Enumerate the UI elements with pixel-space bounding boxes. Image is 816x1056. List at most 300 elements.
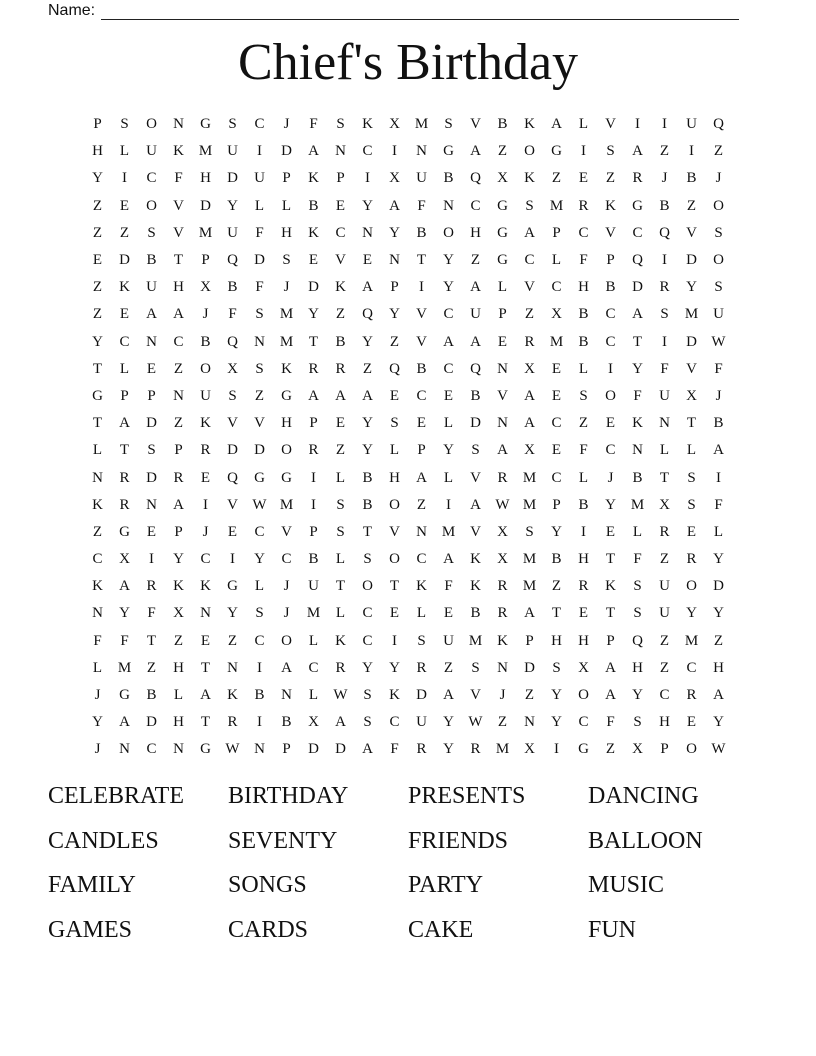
grid-cell[interactable]: G <box>497 252 508 269</box>
grid-cell[interactable]: V <box>227 496 238 513</box>
grid-cell[interactable]: K <box>227 687 238 704</box>
grid-cell[interactable]: A <box>551 116 562 133</box>
grid-cell[interactable]: P <box>552 224 561 241</box>
grid-cell[interactable]: Z <box>92 224 103 241</box>
grid-cell[interactable]: Y <box>308 306 319 323</box>
grid-cell[interactable]: S <box>228 387 237 404</box>
grid-cell[interactable]: P <box>417 442 426 459</box>
grid-cell[interactable]: L <box>254 197 265 214</box>
grid-cell[interactable]: O <box>281 632 292 649</box>
grid-cell[interactable]: F <box>660 360 669 377</box>
grid-cell[interactable]: D <box>227 170 238 187</box>
grid-cell[interactable]: H <box>281 224 292 241</box>
grid-cell[interactable]: O <box>524 143 535 160</box>
grid-cell[interactable]: R <box>632 170 643 187</box>
grid-cell[interactable]: N <box>497 360 508 377</box>
grid-cell[interactable]: V <box>254 415 265 432</box>
grid-cell[interactable]: H <box>632 659 643 676</box>
grid-cell[interactable]: D <box>254 252 265 269</box>
grid-cell[interactable]: D <box>146 415 157 432</box>
grid-cell[interactable]: A <box>470 333 481 350</box>
grid-cell[interactable]: L <box>659 442 670 459</box>
grid-cell[interactable]: P <box>147 387 156 404</box>
grid-cell[interactable]: B <box>362 496 373 513</box>
grid-cell[interactable]: U <box>227 143 238 160</box>
grid-cell[interactable]: R <box>686 687 697 704</box>
grid-cell[interactable]: D <box>524 659 535 676</box>
grid-cell[interactable]: S <box>255 605 264 622</box>
grid-cell[interactable]: I <box>554 741 559 758</box>
grid-cell[interactable]: Y <box>632 687 643 704</box>
grid-cell[interactable]: E <box>551 387 562 404</box>
grid-cell[interactable]: S <box>255 306 264 323</box>
grid-cell[interactable]: B <box>308 197 319 214</box>
grid-cell[interactable]: N <box>281 687 292 704</box>
grid-cell[interactable]: T <box>173 252 184 269</box>
grid-cell[interactable]: I <box>716 469 721 486</box>
grid-cell[interactable]: K <box>362 116 373 133</box>
grid-cell[interactable]: Y <box>362 197 373 214</box>
grid-cell[interactable]: I <box>581 523 586 540</box>
grid-cell[interactable]: R <box>335 360 346 377</box>
grid-cell[interactable]: I <box>662 252 667 269</box>
grid-cell[interactable]: F <box>633 387 642 404</box>
grid-cell[interactable]: X <box>551 306 562 323</box>
grid-cell[interactable]: K <box>92 578 103 595</box>
name-field[interactable] <box>48 0 748 20</box>
grid-cell[interactable]: N <box>362 224 373 241</box>
grid-cell[interactable]: I <box>689 143 694 160</box>
grid-cell[interactable]: M <box>630 496 645 513</box>
grid-cell[interactable]: L <box>578 116 589 133</box>
grid-cell[interactable]: I <box>392 632 397 649</box>
grid-cell[interactable]: N <box>524 714 535 731</box>
grid-cell[interactable]: Z <box>173 360 184 377</box>
grid-cell[interactable]: U <box>659 605 670 622</box>
grid-cell[interactable]: T <box>92 415 103 432</box>
grid-cell[interactable]: L <box>173 687 184 704</box>
grid-cell[interactable]: C <box>443 360 454 377</box>
grid-cell[interactable]: P <box>282 741 291 758</box>
grid-cell[interactable]: O <box>389 496 400 513</box>
grid-cell[interactable]: A <box>524 387 535 404</box>
grid-cell[interactable]: X <box>308 714 319 731</box>
grid-cell[interactable]: Y <box>173 551 184 568</box>
grid-cell[interactable]: P <box>498 306 507 323</box>
grid-cell[interactable]: A <box>605 687 616 704</box>
grid-cell[interactable]: G <box>119 523 130 540</box>
grid-cell[interactable]: P <box>282 170 291 187</box>
grid-cell[interactable]: R <box>578 578 589 595</box>
grid-cell[interactable]: P <box>336 170 345 187</box>
grid-cell[interactable]: O <box>281 442 292 459</box>
grid-cell[interactable]: J <box>283 578 290 595</box>
grid-cell[interactable]: H <box>470 224 481 241</box>
grid-cell[interactable]: G <box>551 143 562 160</box>
grid-cell[interactable]: R <box>524 333 535 350</box>
grid-cell[interactable]: M <box>522 578 537 595</box>
grid-cell[interactable]: Z <box>605 741 616 758</box>
grid-cell[interactable]: K <box>308 170 319 187</box>
grid-cell[interactable]: T <box>389 578 400 595</box>
grid-cell[interactable]: F <box>714 360 723 377</box>
grid-cell[interactable]: C <box>551 415 562 432</box>
grid-cell[interactable]: V <box>605 224 616 241</box>
grid-cell[interactable]: Y <box>443 714 454 731</box>
grid-cell[interactable]: J <box>202 306 209 323</box>
grid-cell[interactable]: E <box>686 714 697 731</box>
grid-cell[interactable]: Z <box>362 360 373 377</box>
grid-cell[interactable]: A <box>443 687 454 704</box>
grid-cell[interactable]: L <box>308 687 319 704</box>
grid-cell[interactable]: Y <box>92 170 103 187</box>
grid-cell[interactable]: W <box>333 687 348 704</box>
grid-cell[interactable]: U <box>308 578 319 595</box>
grid-cell[interactable]: A <box>308 387 319 404</box>
grid-cell[interactable]: A <box>713 442 724 459</box>
grid-cell[interactable]: N <box>119 741 130 758</box>
grid-cell[interactable]: Z <box>119 224 130 241</box>
grid-cell[interactable]: B <box>632 469 643 486</box>
grid-cell[interactable]: A <box>362 387 373 404</box>
grid-cell[interactable]: M <box>117 659 132 676</box>
grid-cell[interactable]: B <box>713 415 724 432</box>
grid-cell[interactable]: A <box>443 551 454 568</box>
grid-cell[interactable]: K <box>605 578 616 595</box>
grid-cell[interactable]: C <box>551 469 562 486</box>
grid-cell[interactable]: Y <box>362 442 373 459</box>
grid-cell[interactable]: C <box>281 551 292 568</box>
grid-cell[interactable]: Q <box>227 252 238 269</box>
grid-cell[interactable]: H <box>173 279 184 296</box>
grid-cell[interactable]: O <box>578 687 589 704</box>
grid-cell[interactable]: N <box>335 143 346 160</box>
grid-cell[interactable]: U <box>146 279 157 296</box>
grid-cell[interactable]: A <box>605 659 616 676</box>
grid-cell[interactable]: S <box>606 143 615 160</box>
grid-cell[interactable]: K <box>470 551 481 568</box>
grid-cell[interactable]: E <box>200 632 211 649</box>
grid-cell[interactable]: P <box>525 632 534 649</box>
grid-cell[interactable]: R <box>227 714 238 731</box>
grid-cell[interactable]: O <box>362 578 373 595</box>
grid-cell[interactable]: X <box>497 523 508 540</box>
grid-cell[interactable]: L <box>119 360 130 377</box>
grid-cell[interactable]: D <box>632 279 643 296</box>
grid-cell[interactable]: V <box>470 687 481 704</box>
grid-cell[interactable]: T <box>686 415 697 432</box>
grid-cell[interactable]: R <box>416 659 427 676</box>
grid-cell[interactable]: G <box>497 197 508 214</box>
grid-cell[interactable]: S <box>633 578 642 595</box>
grid-cell[interactable]: V <box>470 116 481 133</box>
grid-cell[interactable]: K <box>200 415 211 432</box>
grid-cell[interactable]: M <box>684 306 699 323</box>
grid-cell[interactable]: X <box>686 387 697 404</box>
grid-cell[interactable]: O <box>713 252 724 269</box>
grid-cell[interactable]: H <box>92 143 103 160</box>
grid-cell[interactable]: V <box>470 523 481 540</box>
grid-cell[interactable]: C <box>659 687 670 704</box>
grid-cell[interactable]: Z <box>497 143 508 160</box>
grid-cell[interactable]: V <box>173 197 184 214</box>
grid-cell[interactable]: S <box>714 224 723 241</box>
grid-cell[interactable]: R <box>200 442 211 459</box>
grid-cell[interactable]: S <box>363 551 372 568</box>
grid-cell[interactable]: C <box>605 306 616 323</box>
grid-cell[interactable]: K <box>389 687 400 704</box>
grid-cell[interactable]: Z <box>713 632 724 649</box>
grid-cell[interactable]: G <box>227 578 238 595</box>
grid-cell[interactable]: B <box>686 170 697 187</box>
grid-cell[interactable]: I <box>419 279 424 296</box>
grid-cell[interactable]: D <box>254 442 265 459</box>
grid-cell[interactable]: I <box>311 496 316 513</box>
grid-cell[interactable]: E <box>119 306 130 323</box>
grid-cell[interactable]: F <box>174 170 183 187</box>
grid-cell[interactable]: E <box>551 442 562 459</box>
grid-cell[interactable]: R <box>659 279 670 296</box>
grid-cell[interactable]: H <box>578 632 589 649</box>
grid-cell[interactable]: C <box>632 224 643 241</box>
grid-cell[interactable]: L <box>632 523 643 540</box>
grid-cell[interactable]: X <box>524 442 535 459</box>
grid-cell[interactable]: O <box>389 551 400 568</box>
grid-cell[interactable]: I <box>581 143 586 160</box>
grid-cell[interactable]: X <box>524 741 535 758</box>
grid-cell[interactable]: E <box>200 469 211 486</box>
grid-cell[interactable]: N <box>443 197 454 214</box>
grid-cell[interactable]: J <box>715 387 722 404</box>
grid-cell[interactable]: G <box>200 116 211 133</box>
grid-cell[interactable]: E <box>416 415 427 432</box>
grid-cell[interactable]: U <box>200 387 211 404</box>
grid-cell[interactable]: F <box>93 632 102 649</box>
grid-cell[interactable]: X <box>524 360 535 377</box>
grid-cell[interactable]: C <box>119 333 130 350</box>
grid-cell[interactable]: Y <box>713 605 724 622</box>
grid-cell[interactable]: C <box>335 224 346 241</box>
grid-cell[interactable]: F <box>417 197 426 214</box>
grid-cell[interactable]: R <box>497 605 508 622</box>
grid-cell[interactable]: R <box>308 360 319 377</box>
grid-cell[interactable]: W <box>225 741 240 758</box>
grid-cell[interactable]: P <box>552 496 561 513</box>
grid-cell[interactable]: Q <box>227 469 238 486</box>
grid-cell[interactable]: M <box>279 333 294 350</box>
grid-cell[interactable]: G <box>281 387 292 404</box>
grid-cell[interactable]: U <box>254 170 265 187</box>
grid-cell[interactable]: Y <box>227 197 238 214</box>
grid-cell[interactable]: V <box>497 387 508 404</box>
grid-cell[interactable]: M <box>684 632 699 649</box>
grid-cell[interactable]: L <box>281 197 292 214</box>
grid-cell[interactable]: Y <box>389 306 400 323</box>
grid-cell[interactable]: H <box>578 279 589 296</box>
grid-cell[interactable]: A <box>173 306 184 323</box>
grid-cell[interactable]: C <box>605 442 616 459</box>
grid-cell[interactable]: G <box>92 387 103 404</box>
grid-cell[interactable]: S <box>282 252 291 269</box>
grid-cell[interactable]: Y <box>443 442 454 459</box>
grid-cell[interactable]: V <box>281 523 292 540</box>
grid-cell[interactable]: V <box>335 252 346 269</box>
grid-cell[interactable]: X <box>173 605 184 622</box>
grid-cell[interactable]: B <box>254 687 265 704</box>
grid-cell[interactable]: W <box>468 714 483 731</box>
grid-cell[interactable]: C <box>605 333 616 350</box>
grid-cell[interactable]: Y <box>713 714 724 731</box>
grid-cell[interactable]: N <box>497 659 508 676</box>
grid-cell[interactable]: Z <box>551 578 562 595</box>
grid-cell[interactable]: M <box>441 523 456 540</box>
grid-cell[interactable]: X <box>200 279 211 296</box>
grid-cell[interactable]: P <box>309 415 318 432</box>
grid-cell[interactable]: N <box>92 469 103 486</box>
grid-cell[interactable]: K <box>200 578 211 595</box>
grid-cell[interactable]: Z <box>92 279 103 296</box>
grid-cell[interactable]: U <box>659 387 670 404</box>
grid-cell[interactable]: D <box>146 469 157 486</box>
grid-cell[interactable]: R <box>173 469 184 486</box>
grid-cell[interactable]: S <box>633 714 642 731</box>
grid-cell[interactable]: Z <box>659 659 670 676</box>
grid-cell[interactable]: B <box>659 197 670 214</box>
grid-cell[interactable]: H <box>578 551 589 568</box>
grid-cell[interactable]: R <box>416 741 427 758</box>
grid-cell[interactable]: Q <box>470 170 481 187</box>
grid-cell[interactable]: Y <box>443 252 454 269</box>
grid-cell[interactable]: I <box>662 116 667 133</box>
grid-cell[interactable]: R <box>119 469 130 486</box>
grid-cell[interactable]: K <box>281 360 292 377</box>
grid-cell[interactable]: E <box>389 387 400 404</box>
grid-cell[interactable]: N <box>416 143 427 160</box>
grid-cell[interactable]: M <box>522 551 537 568</box>
grid-cell[interactable]: I <box>365 170 370 187</box>
grid-cell[interactable]: S <box>336 116 345 133</box>
grid-cell[interactable]: E <box>119 197 130 214</box>
grid-cell[interactable]: B <box>362 469 373 486</box>
grid-cell[interactable]: A <box>524 605 535 622</box>
grid-cell[interactable]: W <box>252 496 267 513</box>
grid-cell[interactable]: A <box>119 578 130 595</box>
grid-cell[interactable]: E <box>335 415 346 432</box>
grid-cell[interactable]: N <box>92 605 103 622</box>
grid-cell[interactable]: Z <box>227 632 238 649</box>
grid-cell[interactable]: I <box>122 170 127 187</box>
grid-cell[interactable]: S <box>552 659 561 676</box>
grid-cell[interactable]: S <box>147 442 156 459</box>
grid-cell[interactable]: I <box>608 360 613 377</box>
grid-cell[interactable]: E <box>497 333 508 350</box>
grid-cell[interactable]: Y <box>551 687 562 704</box>
grid-cell[interactable]: P <box>201 252 210 269</box>
grid-cell[interactable]: M <box>495 741 510 758</box>
grid-cell[interactable]: E <box>389 605 400 622</box>
grid-cell[interactable]: I <box>257 143 262 160</box>
grid-cell[interactable]: S <box>660 306 669 323</box>
grid-cell[interactable]: A <box>470 143 481 160</box>
grid-cell[interactable]: P <box>660 741 669 758</box>
grid-cell[interactable]: B <box>551 551 562 568</box>
grid-cell[interactable]: N <box>416 523 427 540</box>
grid-cell[interactable]: A <box>281 659 292 676</box>
grid-cell[interactable]: T <box>92 360 103 377</box>
grid-cell[interactable]: H <box>173 659 184 676</box>
grid-cell[interactable]: U <box>686 116 697 133</box>
grid-cell[interactable]: Z <box>443 659 454 676</box>
grid-cell[interactable]: B <box>470 605 481 622</box>
grid-cell[interactable]: Z <box>659 632 670 649</box>
grid-cell[interactable]: H <box>551 632 562 649</box>
grid-cell[interactable]: Z <box>335 442 346 459</box>
grid-cell[interactable]: O <box>146 197 157 214</box>
grid-cell[interactable]: C <box>416 551 427 568</box>
grid-cell[interactable]: Y <box>686 605 697 622</box>
grid-cell[interactable]: C <box>524 252 535 269</box>
grid-cell[interactable]: L <box>578 469 589 486</box>
grid-cell[interactable]: C <box>551 279 562 296</box>
grid-cell[interactable]: S <box>687 469 696 486</box>
grid-cell[interactable]: O <box>686 741 697 758</box>
grid-cell[interactable]: L <box>254 578 265 595</box>
grid-cell[interactable]: W <box>495 496 510 513</box>
grid-cell[interactable]: L <box>389 442 400 459</box>
grid-cell[interactable]: U <box>227 224 238 241</box>
grid-cell[interactable]: S <box>363 714 372 731</box>
grid-cell[interactable]: O <box>443 224 454 241</box>
grid-cell[interactable]: W <box>711 741 726 758</box>
grid-cell[interactable]: D <box>227 442 238 459</box>
grid-cell[interactable]: L <box>686 442 697 459</box>
grid-cell[interactable]: L <box>578 360 589 377</box>
grid-cell[interactable]: F <box>147 605 156 622</box>
grid-cell[interactable]: Y <box>443 741 454 758</box>
grid-cell[interactable]: Z <box>416 496 427 513</box>
grid-cell[interactable]: K <box>632 415 643 432</box>
grid-cell[interactable]: J <box>499 687 506 704</box>
grid-cell[interactable]: N <box>497 415 508 432</box>
grid-cell[interactable]: V <box>686 360 697 377</box>
grid-cell[interactable]: C <box>254 116 265 133</box>
grid-cell[interactable]: I <box>149 551 154 568</box>
grid-cell[interactable]: A <box>119 714 130 731</box>
grid-cell[interactable]: N <box>227 659 238 676</box>
grid-cell[interactable]: B <box>335 333 346 350</box>
grid-cell[interactable]: X <box>632 741 643 758</box>
grid-cell[interactable]: D <box>119 252 130 269</box>
grid-cell[interactable]: A <box>119 415 130 432</box>
grid-cell[interactable]: X <box>578 659 589 676</box>
grid-cell[interactable]: Z <box>254 387 265 404</box>
grid-cell[interactable]: F <box>606 714 615 731</box>
grid-cell[interactable]: F <box>228 306 237 323</box>
grid-cell[interactable]: Y <box>119 605 130 622</box>
grid-cell[interactable]: F <box>309 116 318 133</box>
grid-cell[interactable]: S <box>336 523 345 540</box>
grid-cell[interactable]: N <box>146 333 157 350</box>
grid-cell[interactable]: E <box>227 523 238 540</box>
grid-cell[interactable]: M <box>549 197 564 214</box>
grid-cell[interactable]: G <box>254 469 265 486</box>
grid-cell[interactable]: L <box>443 469 454 486</box>
grid-cell[interactable]: Z <box>659 551 670 568</box>
grid-cell[interactable]: I <box>311 469 316 486</box>
grid-cell[interactable]: K <box>173 143 184 160</box>
grid-cell[interactable]: J <box>283 605 290 622</box>
grid-cell[interactable]: E <box>443 605 454 622</box>
